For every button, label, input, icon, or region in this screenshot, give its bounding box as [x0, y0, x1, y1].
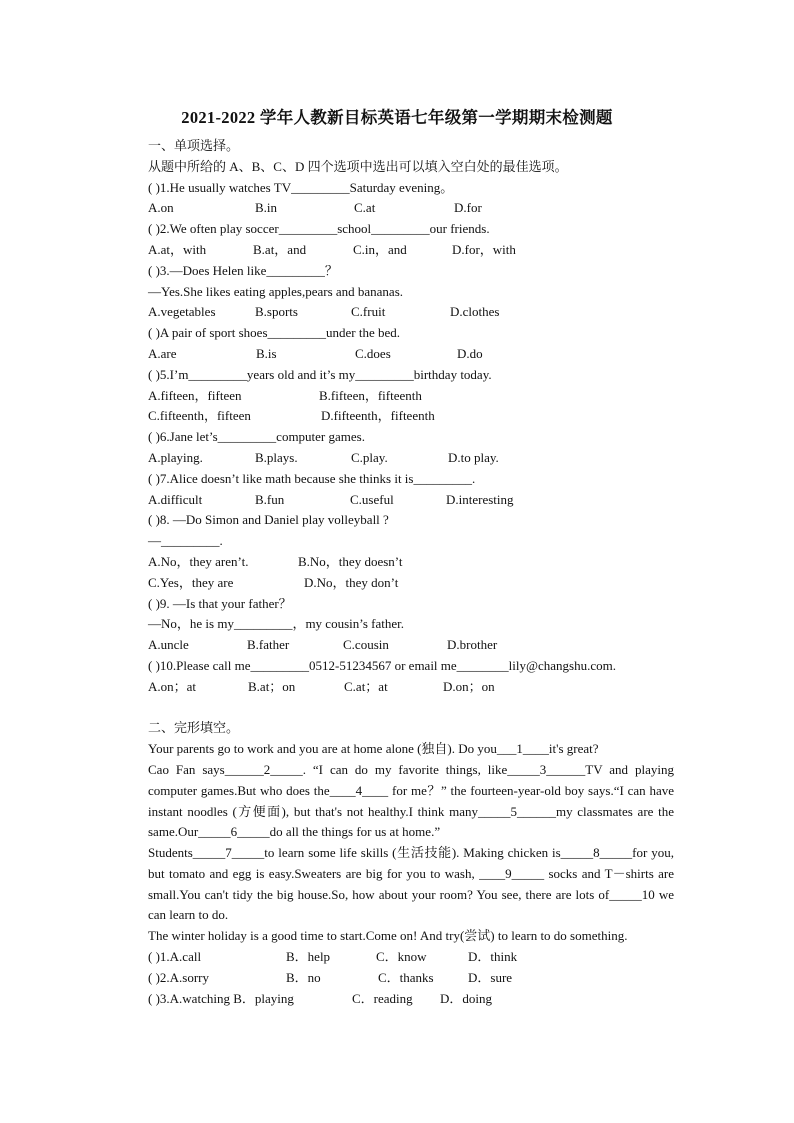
options-row	[148, 240, 674, 261]
option: B．no	[286, 969, 321, 985]
option: C.fruit	[351, 304, 386, 320]
option: D．sure	[468, 969, 513, 985]
option: D.on；on	[443, 678, 495, 694]
option: D.do	[457, 345, 483, 361]
option: D.for，with	[452, 241, 516, 257]
option: A.No，they aren’t.	[148, 553, 249, 569]
option: C．know	[376, 949, 427, 965]
options-row	[148, 406, 674, 427]
question-stem: ( )5.I’m_________years old and it’s my_________birthday today.	[148, 366, 492, 382]
option: B.plays.	[255, 449, 298, 465]
option: C.at	[354, 200, 376, 216]
section-heading: 一、单项选择。	[148, 138, 240, 153]
option: D.interesting	[446, 491, 514, 507]
options-row	[148, 386, 674, 407]
option: C.in，and	[353, 241, 407, 257]
option: C.fifteenth，fifteen	[148, 408, 251, 424]
options-row	[148, 635, 674, 656]
options-row	[148, 573, 674, 594]
option: B.at；on	[248, 678, 296, 694]
option: D.to play.	[448, 449, 499, 465]
question-extra: —Yes.She likes eating apples,pears and bananas.	[148, 283, 404, 299]
option: D.No，they don’t	[304, 574, 399, 590]
option: B.in	[255, 200, 278, 216]
page-title: 2021-2022 学年人教新目标英语七年级第一学期期末检测题	[181, 108, 613, 127]
option: A.at，with	[148, 241, 207, 257]
option: B.No，they doesn’t	[298, 553, 403, 569]
option: C．thanks	[378, 969, 434, 985]
option: C.does	[355, 345, 391, 361]
passage-paragraph: Students_____7_____to learn some life skills (生活技能). Making chicken is_____8_____for you, but tomato and egg is easy.Sweaters are big for you to wash, ____9_____ socks and T－shirts are small.You can't tidy the big house.So, how about your room? You see, there are lots of_____10 we can learn to do.	[148, 845, 674, 923]
option: D.for	[454, 200, 482, 216]
option: B.at，and	[253, 241, 307, 257]
question-extra: —No，he is my_________，my cousin’s father.	[148, 616, 405, 632]
options-row	[148, 448, 674, 469]
option: B.sports	[255, 304, 298, 320]
question-stem: ( )6.Jane let’s_________computer games.	[148, 429, 365, 445]
option: C.useful	[350, 491, 394, 507]
question-stem: ( )3.A.watching B．playing	[148, 990, 294, 1006]
question-stem: ( )9. —Is that your father？	[148, 595, 292, 611]
passage-paragraph: Cao Fan says______2_____. “I can do my favorite things, like_____3______TV and playing computer games.But who does the____4____ for me？” the fourteen-year-old boy says.“I can have instant noodles (方便面), but that's not healthy.I think many_____5______my classmates are the same.Our_____6_____do all the things for us at home.”	[148, 761, 674, 840]
question-stem: ( )3.—Does Helen like_________？	[148, 262, 338, 278]
option: C.cousin	[343, 637, 389, 653]
option: B.fun	[255, 491, 285, 507]
option: D．doing	[440, 990, 493, 1006]
options-row	[148, 344, 674, 365]
option: C.Yes，they are	[148, 574, 234, 590]
option: A.difficult	[148, 491, 203, 507]
option: B.is	[256, 345, 277, 361]
question-stem: ( )2.A.sorry	[148, 969, 210, 985]
option: C.play.	[351, 449, 388, 465]
question-stem: ( )1.A.call	[148, 949, 202, 965]
option: B．help	[286, 949, 331, 965]
option: C.at；at	[344, 678, 388, 694]
options-row	[148, 490, 674, 511]
options-row	[148, 302, 674, 323]
option: A.vegetables	[148, 304, 216, 320]
question-stem: ( )1.He usually watches TV_________Saturday evening。	[148, 179, 454, 195]
option: B.father	[247, 637, 290, 653]
question-stem: ( )8. —Do Simon and Daniel play volleyball ?	[148, 512, 389, 528]
option: D.clothes	[450, 304, 500, 320]
content	[148, 136, 674, 1009]
question-stem: ( )7.Alice doesn’t like math because she thinks it is_________.	[148, 470, 476, 486]
option: A.on；at	[148, 678, 197, 694]
option: A.playing.	[148, 449, 203, 465]
options-row	[148, 552, 674, 573]
option: A.uncle	[148, 637, 189, 653]
option: C．reading	[352, 990, 413, 1006]
question-stem: ( )2.We often play soccer_________school_________our friends.	[148, 221, 490, 237]
question-extra: —_________.	[148, 533, 223, 549]
question-stem: ( )A pair of sport shoes_________under the bed.	[148, 325, 401, 341]
option: B.fifteen，fifteenth	[319, 387, 422, 403]
option: D.fifteenth，fifteenth	[321, 408, 435, 424]
cloze-passage	[148, 739, 674, 947]
question-stem: ( )10.Please call me_________0512-51234567 or email me________lily@changshu.com.	[148, 657, 616, 673]
options-row	[148, 968, 674, 989]
options-row	[148, 989, 674, 1010]
options-row	[148, 198, 674, 219]
option: D．think	[468, 949, 518, 965]
option: D.brother	[447, 637, 498, 653]
option: A.are	[148, 345, 177, 361]
options-row	[148, 677, 674, 698]
passage-paragraph: Your parents go to work and you are at home alone (独自). Do you___1____it's great?	[148, 741, 599, 757]
options-row	[148, 947, 674, 968]
option: A.on	[148, 200, 174, 216]
passage-paragraph: The winter holiday is a good time to start.Come on! And try(尝试) to learn to do something.	[148, 928, 628, 944]
option: A.fifteen，fifteen	[148, 387, 242, 403]
section-heading: 二、完形填空。	[148, 720, 240, 736]
section-instruction: 从题中所给的 A、B、C、D 四个选项中选出可以填入空白处的最佳选项。	[148, 158, 568, 174]
